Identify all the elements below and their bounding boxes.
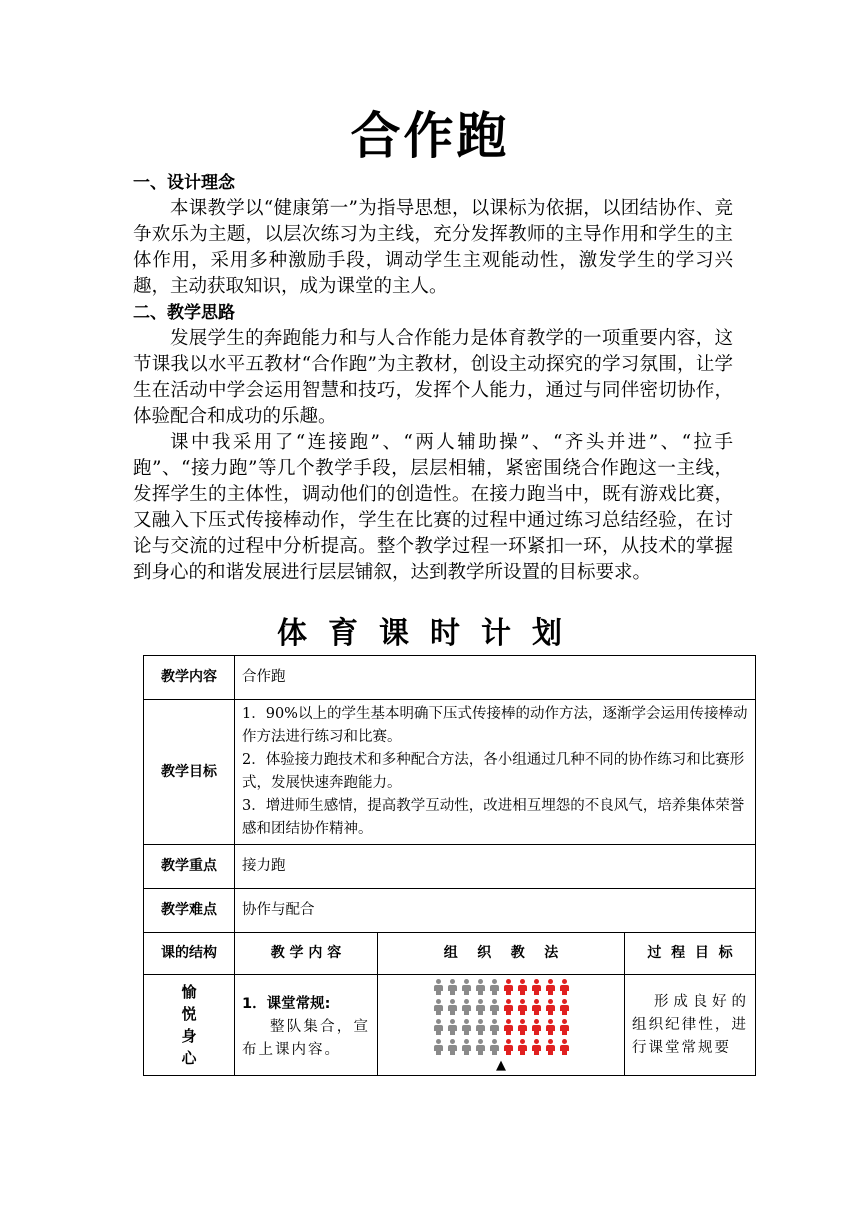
content-text: 整队集合，宣布上课内容。 — [242, 1019, 370, 1058]
student-icon — [475, 979, 486, 995]
cell-value: 协作与配合 — [235, 889, 756, 933]
student-icon — [475, 1019, 486, 1035]
student-icon — [517, 979, 528, 995]
student-icon — [489, 1039, 500, 1055]
student-icon — [545, 1019, 556, 1035]
phase-char: 心 — [181, 1049, 197, 1067]
row-difficulty — [144, 889, 756, 933]
phase-char: 悦 — [181, 1005, 197, 1023]
student-icon — [503, 1019, 514, 1035]
student-icon — [559, 999, 570, 1015]
paragraph: 本课教学以“健康第一”为指导思想，以课标为依据，以团结协作、竞争欢乐为主题，以层次练习为主线，充分发挥教师的主导作用和学生的主体作用，采用多种激励手段，调动学生主观能动性，激发学生的学习兴趣，主动获取知识，成为课堂的主人。 — [133, 198, 733, 297]
formation-cell — [378, 975, 625, 1076]
student-icon — [517, 999, 528, 1015]
goal-item: 1．90%以上的学生基本明确下压式传接棒的动作方法，逐渐学会运用传接棒动作方法进行练习和比赛。 — [242, 706, 748, 745]
student-icon — [461, 979, 472, 995]
header-structure: 课的结构 — [144, 933, 235, 975]
student-icon — [447, 1039, 458, 1055]
student-icon — [545, 979, 556, 995]
cell-label: 教学难点 — [144, 889, 235, 933]
student-icon — [531, 1019, 542, 1035]
phase-goal: 形成良好的组织纪律性，进行课堂常规要 — [625, 975, 756, 1076]
student-icon — [517, 1019, 528, 1035]
goal-item: 3．增进师生感情，提高教学互动性，改进相互埋怨的不良风气，培养集体荣誉感和团结协作精神。 — [242, 798, 745, 837]
document-title: 合作跑 — [350, 106, 510, 165]
cell-value: 合作跑 — [235, 656, 756, 700]
cell-label: 教学重点 — [144, 845, 235, 889]
student-icon — [447, 1019, 458, 1035]
header-method: 组 织 教 法 — [378, 933, 625, 975]
formation-diagram — [382, 979, 620, 1073]
goals-list — [235, 700, 756, 845]
student-icon — [559, 1019, 570, 1035]
student-icon — [489, 999, 500, 1015]
student-icon — [503, 979, 514, 995]
row-key-point — [144, 845, 756, 889]
phase-content — [235, 975, 378, 1076]
student-icon — [503, 1039, 514, 1055]
phase-char: 愉 — [181, 983, 197, 1001]
cell-label: 教学目标 — [144, 700, 235, 845]
student-icon — [461, 1019, 472, 1035]
student-icon — [433, 999, 444, 1015]
row-structure-header — [144, 933, 756, 975]
student-row — [382, 979, 620, 999]
student-icon — [559, 1039, 570, 1055]
paragraph: 课中我采用了“连接跑”、“两人辅助操”、“齐头并进”、“拉手跑”、“接力跑”等几个教学手段，层层相辅，紧密围绕合作跑这一主线，发挥学生的主体性，调动他们的创造性。在接力跑当中，既有游戏比赛，又融入下压式传接棒动作，学生在比赛的过程中通过练习总结经验，在讨论与交流的过程中分析提高。整个教学过程一环紧扣一环，从技术的掌握到身心的和谐发展进行层层铺叙，达到教学所设置的目标要求。 — [133, 432, 733, 583]
student-icon — [545, 999, 556, 1015]
student-icon — [559, 979, 570, 995]
header-content: 教 学 内 容 — [235, 933, 378, 975]
student-icon — [489, 979, 500, 995]
student-icon — [531, 999, 542, 1015]
student-icon — [531, 1039, 542, 1055]
student-icon — [433, 1039, 444, 1055]
phase-char: 身 — [181, 1027, 197, 1045]
phase-name — [144, 975, 235, 1076]
student-icon — [461, 999, 472, 1015]
row-content — [144, 656, 756, 700]
student-icon — [475, 999, 486, 1015]
student-icon — [545, 1039, 556, 1055]
student-icon — [461, 1039, 472, 1055]
student-row — [382, 999, 620, 1019]
section-heading: 二、教学思路 — [133, 303, 235, 323]
student-icon — [531, 979, 542, 995]
paragraph: 发展学生的奔跑能力和与人合作能力是体育教学的一项重要内容，这节课我以水平五教材“合作跑”为主教材，创设主动探究的学习氛围，让学生在活动中学会运用智慧和技巧，发挥个人能力，通过与同伴密切协作，体验配合和成功的乐趣。 — [133, 328, 733, 427]
student-row — [382, 1019, 620, 1039]
student-icon — [447, 999, 458, 1015]
student-icon — [447, 979, 458, 995]
teacher-marker: ▲ — [496, 1058, 506, 1073]
section-design-concept — [133, 170, 733, 586]
lesson-plan-table — [143, 655, 756, 1076]
row-goals — [144, 700, 756, 845]
student-icon — [475, 1039, 486, 1055]
student-icon — [433, 979, 444, 995]
goal-item: 2．体验接力跑技术和多种配合方法，各小组通过几种不同的协作练习和比赛形式，发展快速奔跑能力。 — [242, 752, 745, 791]
section-heading: 一、设计理念 — [133, 173, 235, 193]
header-goal: 过 程 目 标 — [625, 933, 756, 975]
row-phase-warmup — [144, 975, 756, 1076]
content-title: 1．课堂常规: — [242, 996, 331, 1012]
student-icon — [517, 1039, 528, 1055]
cell-value: 接力跑 — [235, 845, 756, 889]
student-row — [382, 1039, 620, 1059]
student-icon — [503, 999, 514, 1015]
student-icon — [489, 1019, 500, 1035]
student-icon — [433, 1019, 444, 1035]
plan-title: 体育课时计划 — [277, 616, 583, 651]
cell-label: 教学内容 — [144, 656, 235, 700]
